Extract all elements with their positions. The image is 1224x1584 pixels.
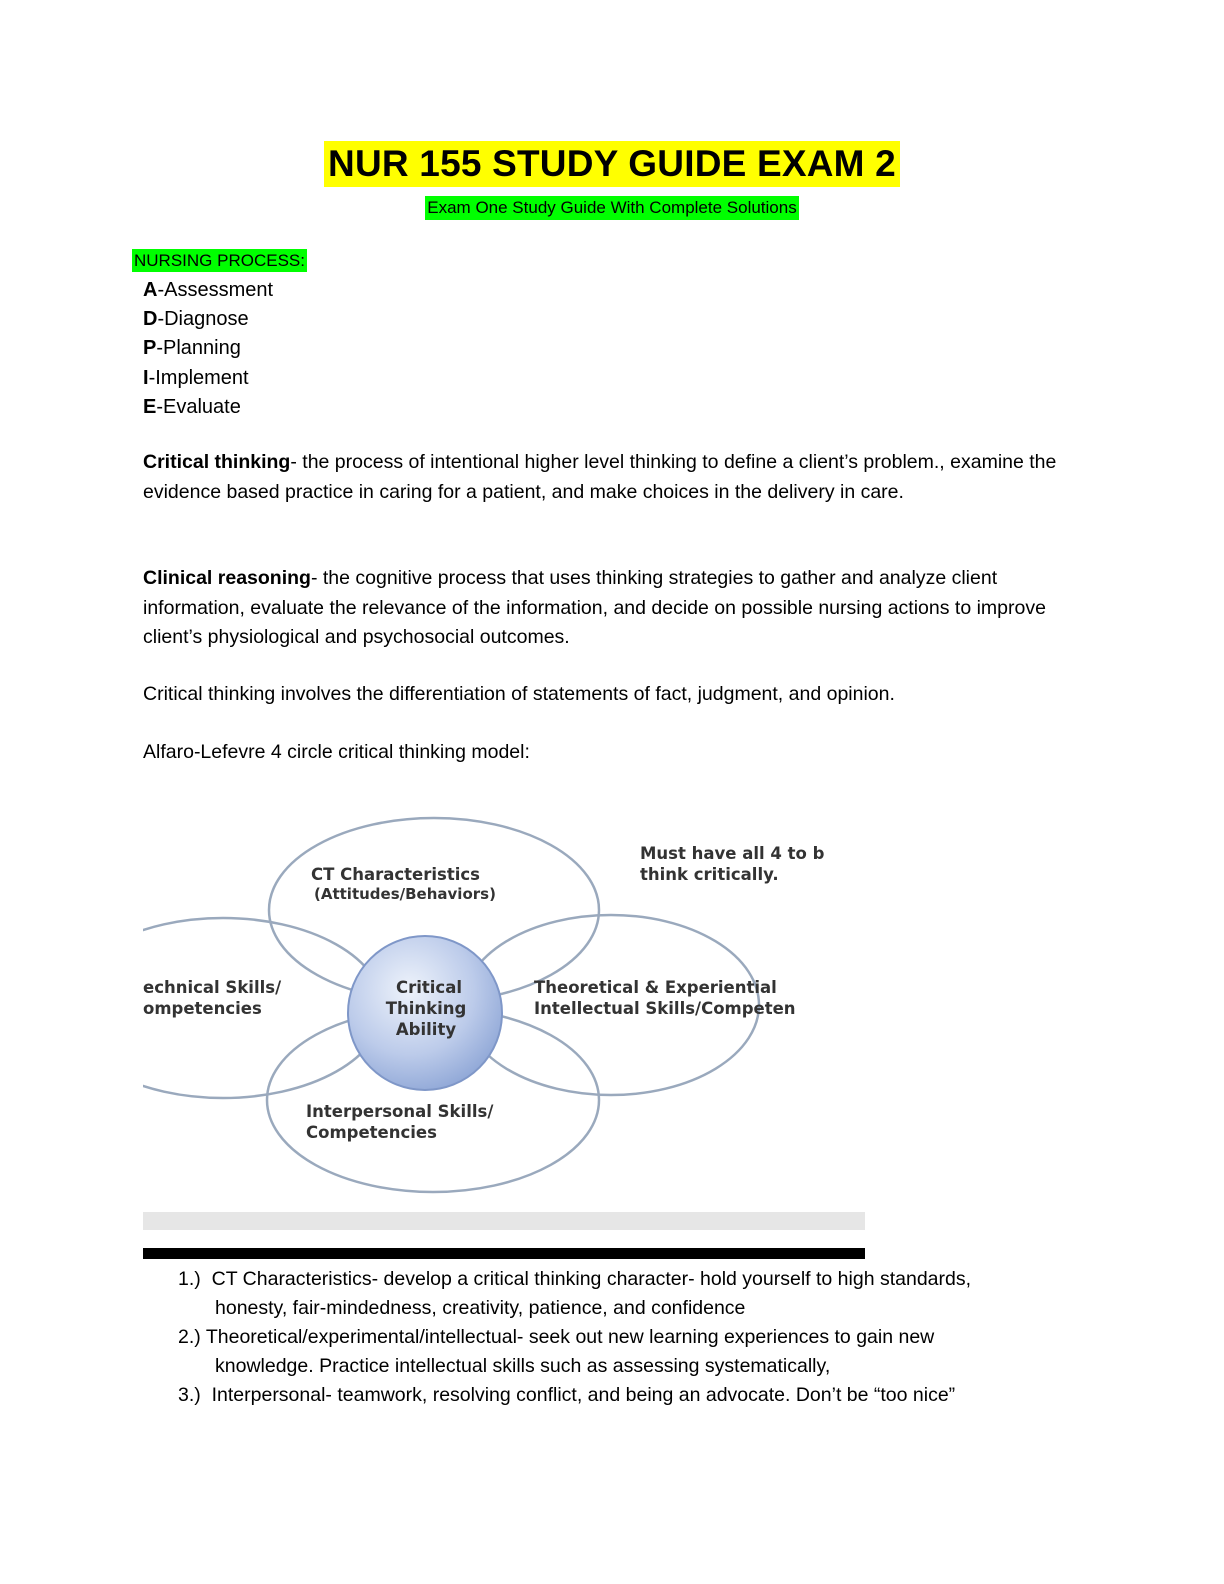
list-item xyxy=(178,1323,1078,1352)
list-text: Theoretical/experimental/intellectual- seek out new learning experiences to gain new xyxy=(205,1326,935,1348)
critical-thinking-model-figure xyxy=(143,770,865,1260)
nursing-process-item xyxy=(143,393,273,422)
label-technical-competencies: ompetencies xyxy=(143,999,262,1018)
label-attitudes-behaviors: (Attitudes/Behaviors) xyxy=(314,885,496,903)
nursing-process-item xyxy=(143,364,273,393)
figure-bottom-gray-band xyxy=(143,1212,865,1230)
subtitle-container xyxy=(0,196,1224,220)
nursing-process-item xyxy=(143,334,273,363)
list-number: 1.) xyxy=(178,1268,201,1290)
label-ct-characteristics: CT Characteristics xyxy=(311,865,480,884)
list-item-continuation: honesty, fair-mindedness, creativity, patience, and confidence xyxy=(215,1297,746,1319)
item-letter: A xyxy=(143,279,158,301)
item-text: -Evaluate xyxy=(156,395,241,418)
list-item xyxy=(178,1381,1078,1410)
label-center-critical: Critical xyxy=(395,978,463,997)
model-intro: Alfaro-Lefevre 4 circle critical thinking model: xyxy=(143,741,530,763)
item-letter: E xyxy=(143,395,157,418)
nursing-process-list xyxy=(143,276,273,422)
label-interpersonal-skills: Interpersonal Skills/ xyxy=(306,1102,494,1121)
label-center-thinking: Thinking xyxy=(385,999,467,1018)
definition-term: Critical thinking xyxy=(143,451,291,473)
nursing-process-item xyxy=(143,305,273,334)
clinical-reasoning-definition xyxy=(143,564,1073,653)
page-title: NUR 155 STUDY GUIDE EXAM 2 xyxy=(324,141,900,187)
label-center-ability: Ability xyxy=(395,1020,457,1039)
title-container xyxy=(0,141,1224,187)
four-circle-diagram xyxy=(143,770,865,1260)
list-text: Interpersonal- teamwork, resolving conflict, and being an advocate. Don’t be “too nice” xyxy=(211,1384,956,1406)
label-intellectual-skills: Intellectual Skills/Competen xyxy=(534,999,796,1018)
note-think-critically: think critically. xyxy=(640,865,779,884)
nursing-process-item xyxy=(143,276,273,305)
critical-thinking-definition xyxy=(143,448,1073,507)
list-number: 2.) xyxy=(178,1326,201,1348)
item-text: -Planning xyxy=(156,337,241,360)
critical-thinking-statement: Critical thinking involves the differentiation of statements of fact, judgment, and opinion. xyxy=(143,683,895,705)
list-number: 3.) xyxy=(178,1384,201,1406)
page-subtitle: Exam One Study Guide With Complete Solutions xyxy=(425,196,798,220)
list-item-continuation: knowledge. Practice intellectual skills such as assessing systematically, xyxy=(215,1355,831,1377)
item-letter: I xyxy=(143,366,149,389)
item-letter: D xyxy=(143,308,158,331)
label-technical-skills: echnical Skills/ xyxy=(143,978,282,997)
list-item xyxy=(178,1265,1078,1294)
definition-text: - the cognitive process that uses thinking strategies to gather and analyze client information, evaluate the relevance of the information, and decide on possible nursing actions to improve client’s physiological and psychosocial outcomes. xyxy=(143,567,1046,648)
note-must-have-all: Must have all 4 to b xyxy=(640,844,825,863)
definition-text: - the process of intentional higher level thinking to define a client’s problem., examine the evidence based practice in caring for a patient, and make choices in the delivery in care. xyxy=(143,451,1057,503)
label-theoretical-experiential: Theoretical & Experiential xyxy=(534,978,777,997)
definition-term: Clinical reasoning xyxy=(143,567,311,589)
item-text: -Assessment xyxy=(157,279,274,301)
item-text: -Implement xyxy=(148,366,249,389)
label-interpersonal-competencies: Competencies xyxy=(306,1123,437,1142)
item-text: -Diagnose xyxy=(157,308,249,331)
item-letter: P xyxy=(143,337,157,360)
nursing-process-heading: NURSING PROCESS: xyxy=(134,251,305,270)
figure-bottom-black-bar xyxy=(143,1248,865,1259)
list-text: CT Characteristics- develop a critical thinking character- hold yourself to high standards, xyxy=(211,1268,972,1290)
ct-components-list xyxy=(178,1265,1078,1410)
